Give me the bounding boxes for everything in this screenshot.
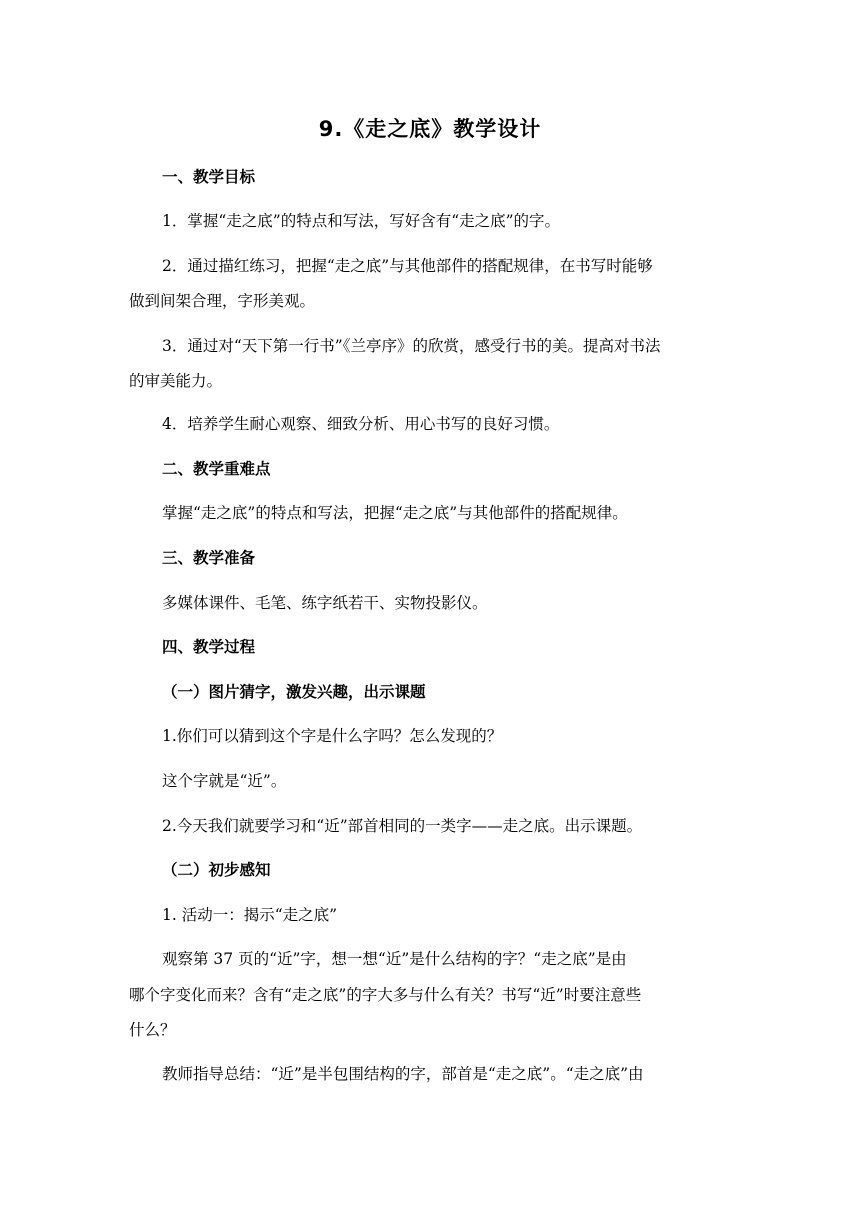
key-points-text: 掌握“走之底”的特点和写法，把握“走之底”与其他部件的搭配规律。 [162,504,628,522]
section-heading-preparation: 三、教学准备 [162,549,256,567]
section-heading-process: 四、教学过程 [162,638,256,656]
activity-1-para-line-2: 哪个字变化而来？含有“走之底”的字大多与什么有关？书写“近”时要注意些 [129,986,642,1004]
part-1-line-1: 1.你们可以猜到这个字是什么字吗？怎么发现的？ [162,727,503,745]
part-1-line-3: 2.今天我们就要学习和“近”部首相同的一类字——走之底。出示课题。 [162,817,643,835]
activity-1-para-line-3: 什么？ [129,1021,176,1039]
subsection-heading-part-1: （一）图片猜字，激发兴趣，出示课题 [162,683,426,701]
activity-1-para-line-1: 观察第 37 页的“近”字，想一想“近”是什么结构的字？“走之底”是由 [162,950,627,968]
preparation-text: 多媒体课件、毛笔、练字纸若干、实物投影仪。 [162,594,488,612]
objective-item-1: 1．掌握“走之底”的特点和写法，写好含有“走之底”的字。 [162,212,561,230]
page-title: 9.《走之底》教学设计 [318,117,542,141]
objective-item-4: 4．培养学生耐心观察、细致分析、用心书写的良好习惯。 [162,415,560,433]
objective-item-3-line-1: 3．通过对“天下第一行书”《兰亭序》的欣赏，感受行书的美。提高对书法 [162,337,661,355]
objective-item-3-line-2: 的审美能力。 [129,372,223,390]
subsection-heading-part-2: （二）初步感知 [162,861,271,879]
part-1-line-2: 这个字就是“近”。 [162,772,287,790]
activity-1-heading: 1. 活动一：揭示“走之底” [162,906,338,924]
summary-para-line-1: 教师指导总结：“近”是半包围结构的字，部首是“走之底”。“走之底”由 [162,1065,644,1083]
section-heading-objectives: 一、教学目标 [162,168,256,186]
objective-item-2-line-1: 2．通过描红练习，把握“走之底”与其他部件的搭配规律，在书写时能够 [162,257,653,275]
objective-item-2-line-2: 做到间架合理，字形美观。 [129,292,316,310]
section-heading-key-points: 二、教学重难点 [162,460,271,478]
